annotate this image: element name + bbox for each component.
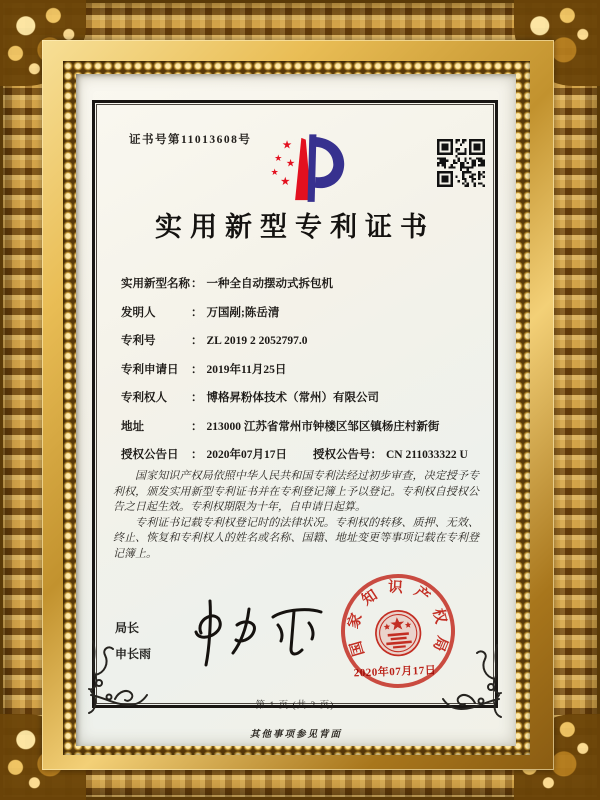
field-colon: ：: [191, 278, 203, 290]
field-row: [121, 446, 479, 462]
signer-name: 申长雨: [115, 647, 152, 661]
page-info: 第 1 页 (共 2 页): [255, 701, 335, 711]
field-label: 实用新型名称: [121, 278, 190, 290]
field-row: [121, 418, 479, 434]
signature-handwriting: [181, 593, 341, 677]
qr-code: [437, 139, 485, 187]
field-value: 2020年07月17日: [206, 449, 287, 461]
field-colon: ：: [191, 306, 203, 319]
legal-paragraphs: [113, 469, 479, 562]
field-value: 万国剐;陈岳清: [206, 306, 280, 319]
field-colon: ：: [191, 363, 203, 376]
seal-date: 2020年07月17日: [353, 664, 437, 680]
star-icon: ★: [280, 176, 291, 188]
field-label: 授权公告日: [121, 449, 179, 461]
field-rows: [121, 275, 479, 475]
field-colon: ：: [191, 449, 203, 461]
field-row: [121, 361, 479, 377]
certificate-border: [92, 100, 498, 711]
field-value: 博格昇粉体技术（常州）有限公司: [206, 392, 379, 404]
certificate-paper: [76, 74, 516, 746]
field-colon: ：: [191, 420, 203, 433]
legal-paragraph: 国家知识产权局依照中华人民共和国专利法经过初步审查，决定授予专利权，颁发实用新型专利证书并在专利登记簿上予以登记。专利权自授权公告之日起生效。专利权期限为十年，自申请日起算。: [113, 470, 479, 513]
field-colon: ：: [191, 335, 203, 347]
star-icon: ★: [274, 153, 283, 163]
certificate-title: 实用新型专利证书: [155, 212, 435, 242]
field-row: [121, 389, 479, 405]
field-value: 213000 江苏省常州市钟楼区邹区镇杨庄村新街: [206, 420, 440, 433]
star-icon: ★: [281, 139, 293, 152]
star-icon: ★: [270, 167, 279, 178]
patent-office-logo: [263, 129, 345, 209]
field-label: 发明人: [121, 306, 156, 319]
signer-title: 局长: [115, 621, 140, 635]
field-colon: ：: [191, 392, 203, 404]
star-icon: ★: [285, 158, 296, 170]
field-value: ZL 2019 2 2052797.0: [206, 335, 308, 347]
legal-paragraph: 专利证书记载专利权登记时的法律状况。专利权的转移、质押、无效、终止、恢复和专利权人的姓名或名称、国籍、地址变更等事项记载在专利登记簿上。: [113, 516, 479, 560]
field-value: 2019年11月25日: [206, 363, 287, 376]
seal-ring-text: 国家知识产权局: [345, 579, 451, 663]
field-label: 专利权人: [121, 392, 167, 404]
field-label: 专利申请日: [121, 363, 179, 376]
field-row: [121, 332, 479, 348]
field-label: 授权公告号: [313, 449, 371, 461]
field-label: 专利号: [121, 335, 156, 347]
certificate-number: 证书号第11013608号: [129, 134, 252, 146]
field-row: [121, 304, 479, 320]
field-colon: ：: [370, 449, 382, 461]
field-value: CN 211033322 U: [386, 449, 468, 461]
field-label: 地址: [121, 420, 144, 433]
field-value: 一种全自动摆动式拆包机: [206, 278, 333, 290]
field-row: [121, 275, 479, 291]
logo-p-bowl: [315, 137, 345, 188]
back-note: 其他事项参见背面: [249, 730, 342, 740]
